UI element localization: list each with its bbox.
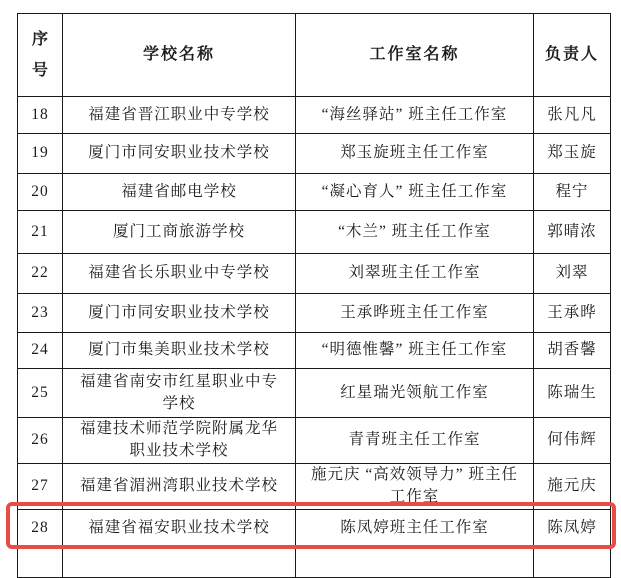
cell-studio: “明德惟馨” 班主任工作室: [296, 333, 534, 369]
table-row: [18, 369, 611, 418]
table-row: [18, 211, 611, 254]
cell-studio: 郑玉旋班主任工作室: [296, 134, 534, 174]
table-row: [18, 134, 611, 174]
cell-school: 福建省南安市红星职业中专学校: [63, 369, 296, 418]
cell-school: 厦门市同安职业技术学校: [63, 294, 296, 333]
cell-studio: 施元庆 “高效领导力” 班主任工作室: [296, 463, 534, 509]
cell-studio: “海丝驿站” 班主任工作室: [296, 97, 534, 134]
cell-no: 28: [18, 509, 63, 547]
cell-school: 厦门市同安职业技术学校: [63, 134, 296, 174]
cell-leader: 陈凤婷: [534, 509, 611, 547]
header-leader: 负责人: [534, 14, 611, 97]
cell-school: 福建技术师范学院附属龙华职业技术学校: [63, 418, 296, 464]
cell-no: 21: [18, 211, 63, 254]
table-row-highlighted: [18, 509, 611, 547]
cell-school: 厦门市集美职业技术学校: [63, 333, 296, 369]
cell-school: [63, 547, 296, 577]
cell-leader: 王承晔: [534, 294, 611, 333]
cell-studio: “木兰” 班主任工作室: [296, 211, 534, 254]
cell-no: 18: [18, 97, 63, 134]
table-row-partial: [18, 547, 611, 577]
cell-no: 22: [18, 254, 63, 294]
header-school: 学校名称: [63, 14, 296, 97]
cell-leader: 刘翠: [534, 254, 611, 294]
cell-no: 20: [18, 174, 63, 211]
award-list-table: [17, 13, 611, 578]
table-row: [18, 463, 611, 509]
cell-no: 19: [18, 134, 63, 174]
cell-studio: 红星瑞光领航工作室: [296, 369, 534, 418]
cell-leader: 郑玉旋: [534, 134, 611, 174]
cell-studio: 陈凤婷班主任工作室: [296, 509, 534, 547]
table-row: [18, 294, 611, 333]
cell-no: 23: [18, 294, 63, 333]
cell-leader: 施元庆: [534, 463, 611, 509]
cell-no: [18, 547, 63, 577]
cell-studio: “凝心育人” 班主任工作室: [296, 174, 534, 211]
header-studio: 工作室名称: [296, 14, 534, 97]
cell-school: 福建省长乐职业中专学校: [63, 254, 296, 294]
cell-school: 福建省晋江职业中专学校: [63, 97, 296, 134]
cell-school: 福建省邮电学校: [63, 174, 296, 211]
table-row: [18, 174, 611, 211]
cell-studio: 刘翠班主任工作室: [296, 254, 534, 294]
cell-leader: [534, 547, 611, 577]
cell-no: 24: [18, 333, 63, 369]
cell-studio: 青青班主任工作室: [296, 418, 534, 464]
cell-school: 福建省福安职业技术学校: [63, 509, 296, 547]
cell-leader: 陈瑞生: [534, 369, 611, 418]
cell-no: 26: [18, 418, 63, 464]
table-row: [18, 333, 611, 369]
cell-leader: 何伟辉: [534, 418, 611, 464]
table-row: [18, 254, 611, 294]
cell-studio: [296, 547, 534, 577]
table-row: [18, 97, 611, 134]
table-row: [18, 418, 611, 464]
cell-no: 25: [18, 369, 63, 418]
cell-leader: 张凡凡: [534, 97, 611, 134]
cell-school: 厦门工商旅游学校: [63, 211, 296, 254]
cell-school: 福建省湄洲湾职业技术学校: [63, 463, 296, 509]
table-header-row: [18, 14, 611, 97]
cell-studio: 王承晔班主任工作室: [296, 294, 534, 333]
cell-no: 27: [18, 463, 63, 509]
header-no-label: 序号: [31, 30, 48, 79]
cell-leader: 程宁: [534, 174, 611, 211]
cell-leader: 郭晴浓: [534, 211, 611, 254]
header-no: [18, 14, 63, 97]
cell-leader: 胡香馨: [534, 333, 611, 369]
